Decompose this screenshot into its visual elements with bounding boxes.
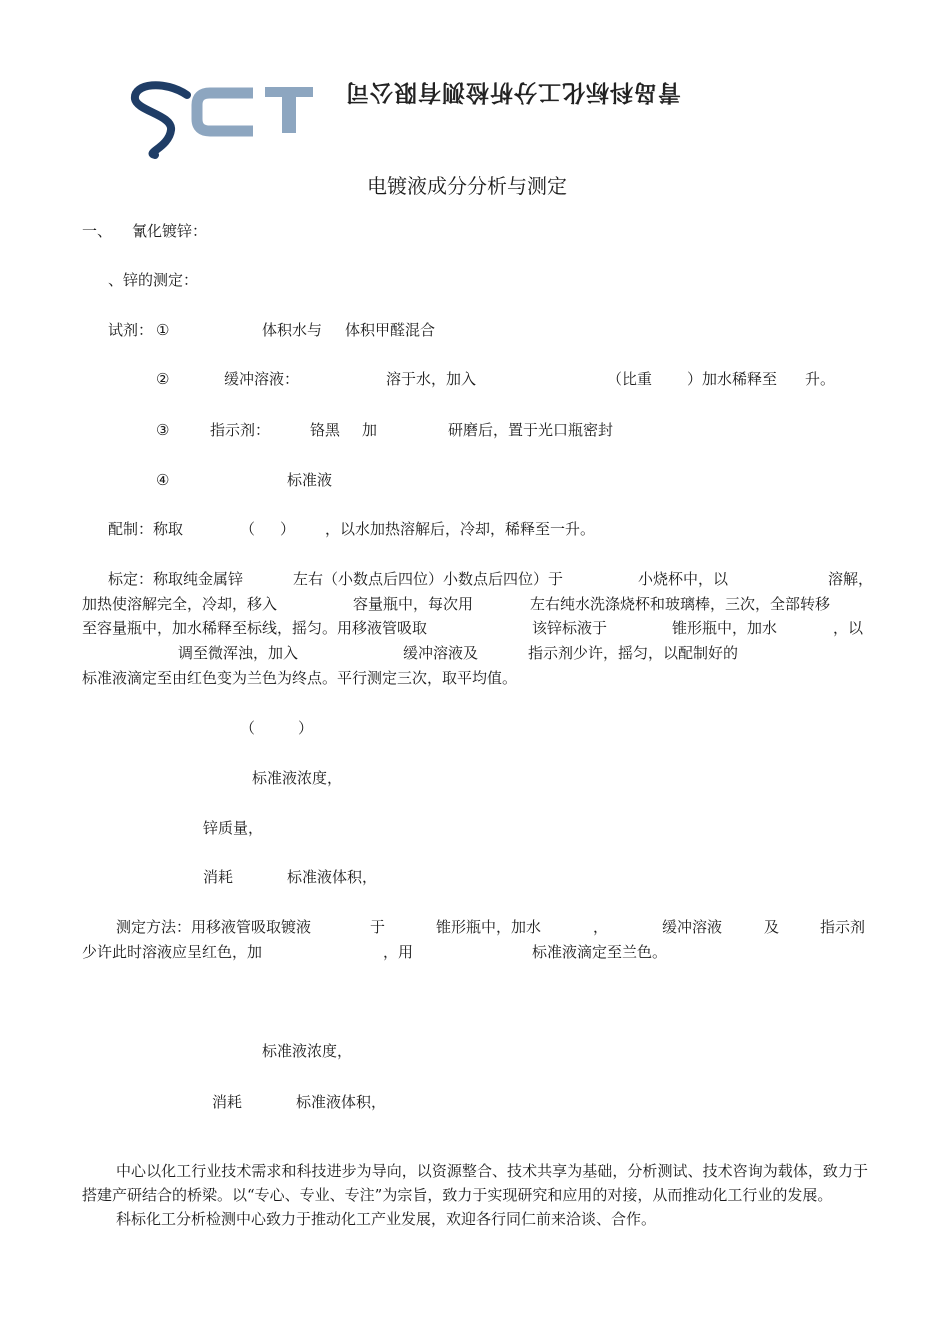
reagent-4-text: 标准液 (287, 471, 333, 489)
logo-s-mark (135, 85, 187, 155)
calib-line1-b: 左右（小数点后四位）小数点后四位）于 (293, 570, 564, 588)
formula2-var-consumed-a: 消耗 (212, 1093, 243, 1111)
reagent-2-text-e: 升。 (805, 370, 836, 388)
prep-text-a: 配制：称取 (108, 520, 184, 538)
reagent-2-text-d: ）加水稀释至 (687, 370, 778, 388)
logo-company-name: 青岛科标化工分析检测有限公司 (345, 79, 681, 105)
calib-line3-b: 该锌标液于 (532, 619, 608, 637)
formula1-paren-open: （ (240, 719, 256, 737)
method-line1-d: ， (593, 918, 609, 936)
formula2-var-concentration: 标准液浓度， (262, 1042, 353, 1060)
reagent-1-num: ① (156, 321, 170, 339)
reagents-prefix: 试剂： (108, 321, 154, 339)
logo-c-mark (197, 93, 253, 131)
reagent-2-text-c: （比重 (607, 370, 653, 388)
prep-text-d: ，以水加热溶解后，冷却，稀释至一升。 (325, 520, 596, 538)
reagent-3-text-b: 铬黑 (310, 421, 341, 439)
calib-line2-b: 容量瓶中，每次用 (353, 595, 474, 613)
calib-line2-a: 加热使溶解完全，冷却，移入 (82, 595, 278, 613)
page-title: 电镀液成分分析与测定 (367, 174, 567, 198)
formula1-var-concentration: 标准液浓度， (252, 769, 343, 787)
calib-line1-a: 标定：称取纯金属锌 (108, 570, 244, 588)
method-line1-g: 指示剂 (820, 918, 866, 936)
method-line1-f: 及 (764, 918, 780, 936)
calib-line3-d: ，以 (833, 619, 864, 637)
footer-block (82, 1159, 868, 1231)
calib-line3-c: 锥形瓶中，加水 (672, 619, 778, 637)
calib-line3-a: 至容量瓶中，加水稀释至标线，摇匀。用移液管吸取 (82, 619, 428, 637)
prep-paren-open: （ (240, 520, 256, 538)
prep-paren-close: ） (280, 520, 296, 538)
zinc-heading: 、锌的测定： (108, 271, 199, 289)
section-number: 一、 (82, 222, 113, 240)
method-line1-b: 于 (370, 918, 386, 936)
reagent-2-text-b: 溶于水，加入 (386, 370, 477, 388)
calib-line4-a: 调至微浑浊，加入 (178, 644, 299, 662)
calib-line4-b: 缓冲溶液及 (403, 644, 479, 662)
method-line2-a: 少许此时溶液应呈红色，加 (82, 943, 263, 961)
reagent-1-text-b: 体积甲醛混合 (345, 321, 436, 339)
logo-t-stem (282, 93, 296, 133)
reagent-2-num: ② (156, 370, 170, 388)
method-line2-c: 标准液滴定至兰色。 (532, 943, 668, 961)
method-line2-b: ，用 (383, 943, 414, 961)
method-line1-c: 锥形瓶中，加水 (436, 918, 542, 936)
reagent-3-text-a: 指示剂： (210, 421, 271, 439)
formula1-var-zinc-mass: 锌质量， (203, 819, 264, 837)
section-heading: 氰化镀锌： (132, 222, 208, 240)
reagent-2-text-a: 缓冲溶液： (224, 370, 300, 388)
reagent-3-text-c: 加 (362, 421, 378, 439)
method-line1-e: 缓冲溶液 (662, 918, 723, 936)
formula2-var-consumed-b: 标准液体积， (296, 1093, 387, 1111)
formula1-var-consumed-b: 标准液体积， (287, 868, 378, 886)
calib-line5: 标准液滴定至由红色变为兰色为终点。平行测定三次，取平均值。 (82, 669, 518, 687)
footer-paragraph-2: 科标化工分析检测中心致力于推动化工产业发展，欢迎各行同仁前来洽谈、合作。 (116, 1210, 657, 1228)
formula1-paren-close: ） (298, 719, 314, 737)
calib-line4-c: 指示剂少许，摇匀，以配制好的 (528, 644, 739, 662)
calib-line2-c: 左右纯水洗涤烧杯和玻璃棒，三次，全部转移 (530, 595, 831, 613)
formula1-var-consumed-a: 消耗 (203, 868, 234, 886)
company-logo (125, 75, 315, 160)
reagent-1-text-a: 体积水与 (262, 321, 323, 339)
calib-line1-c: 小烧杯中，以 (638, 570, 729, 588)
reagent-3-text-d: 研磨后，置于光口瓶密封 (448, 421, 614, 439)
footer-paragraph-1: 中心以化工行业技术需求和科技进步为导向，以资源整合、技术共享为基础，分析测试、技术咨询为载体，致力于搭建产研结合的桥梁。以“专心、专业、专注”为宗旨，致力于实现研究和应用的对接，从而推动化工行业的发展。 (82, 1162, 868, 1204)
method-line1-a: 测定方法：用移液管吸取镀液 (116, 918, 312, 936)
reagent-4-num: ④ (156, 471, 170, 489)
reagent-3-num: ③ (156, 421, 170, 439)
calib-line1-d: 溶解， (828, 570, 874, 588)
